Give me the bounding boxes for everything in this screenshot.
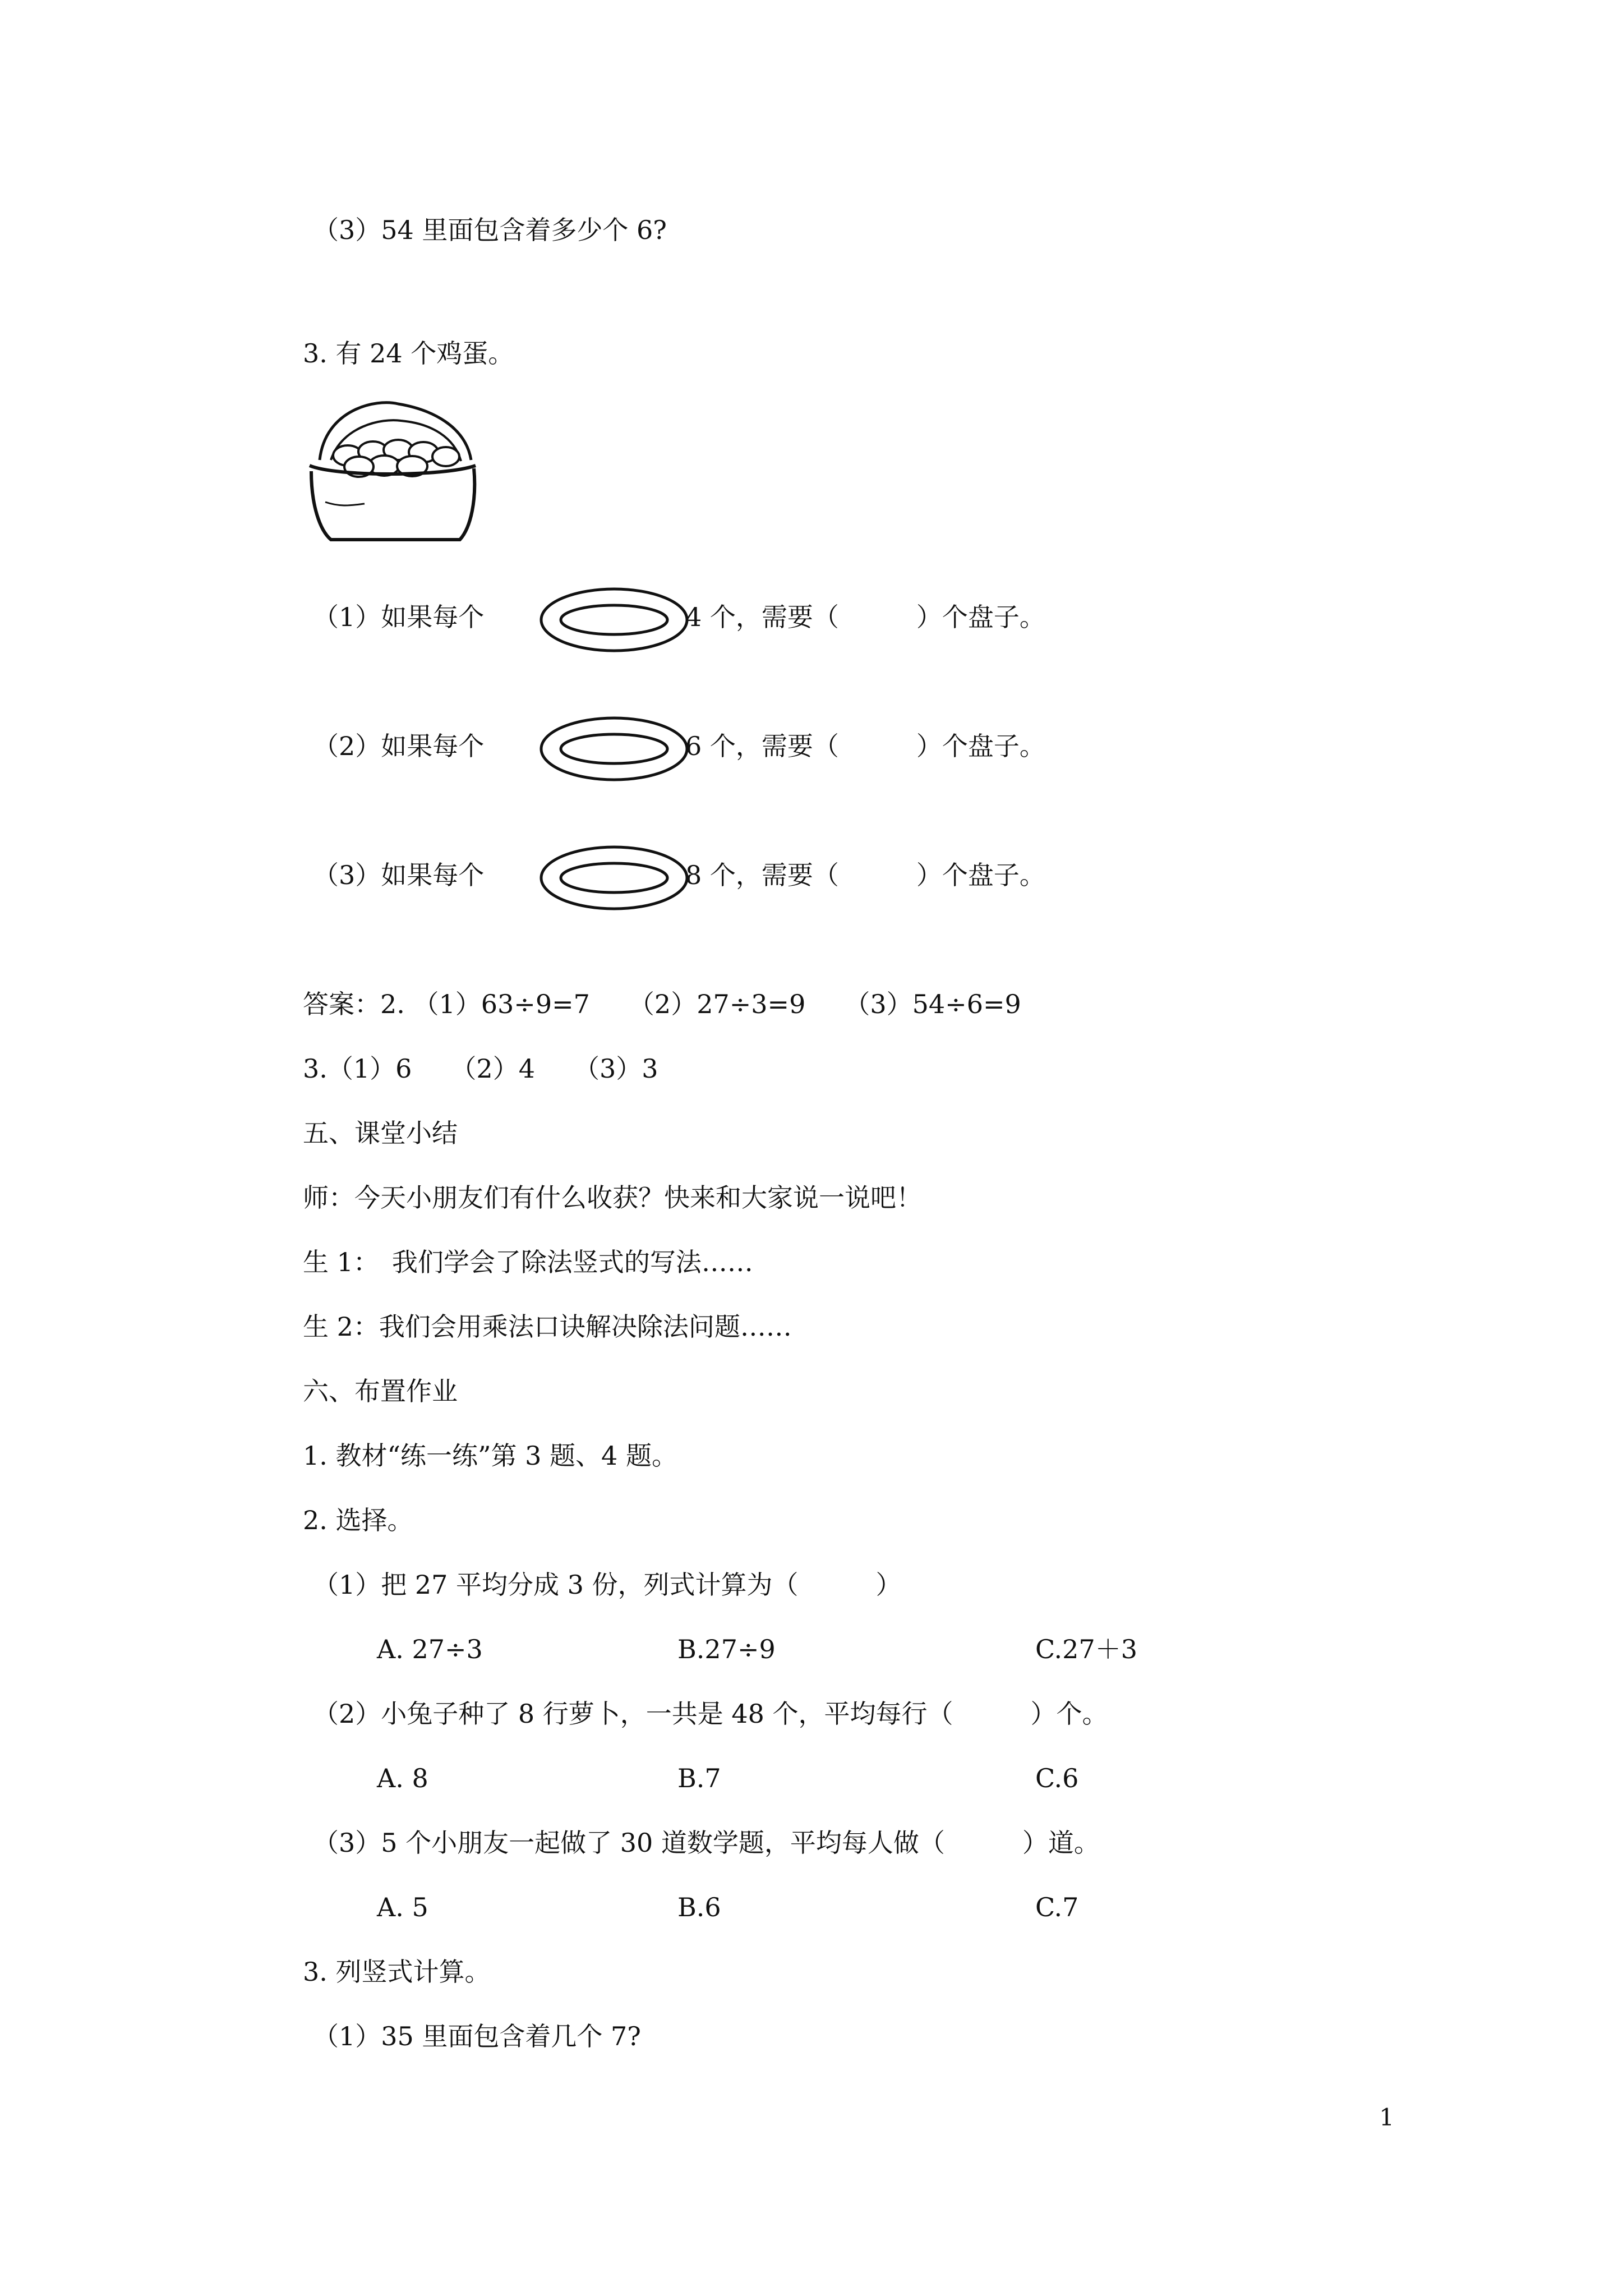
homework-3: 3. 列竖式计算。 (303, 1957, 491, 1987)
choice-1-option-a: A. 27÷3 (377, 1634, 483, 1664)
plate-icon (538, 844, 690, 912)
choice-1-option-b: B.27÷9 (677, 1634, 776, 1664)
choice-2-option-c: C.6 (1035, 1763, 1079, 1793)
sub-question-2-suffix: 6 个，需要（ ）个盘子。 (685, 731, 1045, 761)
question-3-title: 3. 有 24 个鸡蛋。 (303, 338, 514, 369)
section-heading-homework: 六、布置作业 (303, 1376, 458, 1406)
choice-3-option-b: B.6 (677, 1892, 721, 1922)
choice-3-option-a: A. 5 (377, 1892, 428, 1922)
choice-2-option-a: A. 8 (377, 1763, 428, 1793)
choice-3-option-c: C.7 (1035, 1892, 1079, 1922)
sub-question-2-prefix: （2）如果每个 (313, 731, 485, 761)
question-2-3: （3）54 里面包含着多少个 6? (313, 215, 667, 245)
plate-icon (538, 715, 690, 783)
choice-question-2: （2）小兔子种了 8 行萝卜，一共是 48 个，平均每行（ ）个。 (313, 1699, 1108, 1729)
sub-question-3-suffix: 8 个，需要（ ）个盘子。 (685, 860, 1045, 890)
choice-1-option-c: C.27＋3 (1035, 1634, 1137, 1664)
sub-question-3-prefix: （3）如果每个 (313, 860, 485, 890)
answer-3: 3.（1）6 （2）4 （3）3 (303, 1053, 658, 1084)
sub-question-1-suffix: 4 个，需要（ ）个盘子。 (685, 602, 1045, 632)
choice-question-3: （3）5 个小朋友一起做了 30 道数学题，平均每人做（ ）道。 (313, 1828, 1100, 1858)
choice-2-option-b: B.7 (677, 1763, 721, 1793)
egg-basket-icon (303, 393, 482, 550)
homework-2: 2. 选择。 (303, 1505, 413, 1535)
page-number: 1 (1379, 2104, 1394, 2131)
student-2-line: 生 2：我们会用乘法口诀解决除法问题…… (303, 1312, 792, 1342)
section-heading-summary: 五、课堂小结 (303, 1118, 458, 1148)
plate-icon (538, 586, 690, 654)
choice-question-1: （1）把 27 平均分成 3 份，列式计算为（ ） (313, 1570, 902, 1600)
answer-2: 答案：2. （1）63÷9=7 （2）27÷3=9 （3）54÷6=9 (303, 989, 1021, 1019)
teacher-line: 师：今天小朋友们有什么收获？快来和大家说一说吧！ (303, 1182, 922, 1213)
sub-question-1-prefix: （1）如果每个 (313, 602, 485, 632)
student-1-line: 生 1： 我们学会了除法竖式的写法…… (303, 1247, 753, 1277)
vertical-calc-question-1: （1）35 里面包含着几个 7? (313, 2021, 641, 2051)
homework-1: 1. 教材“练一练”第 3 题、4 题。 (303, 1441, 677, 1471)
